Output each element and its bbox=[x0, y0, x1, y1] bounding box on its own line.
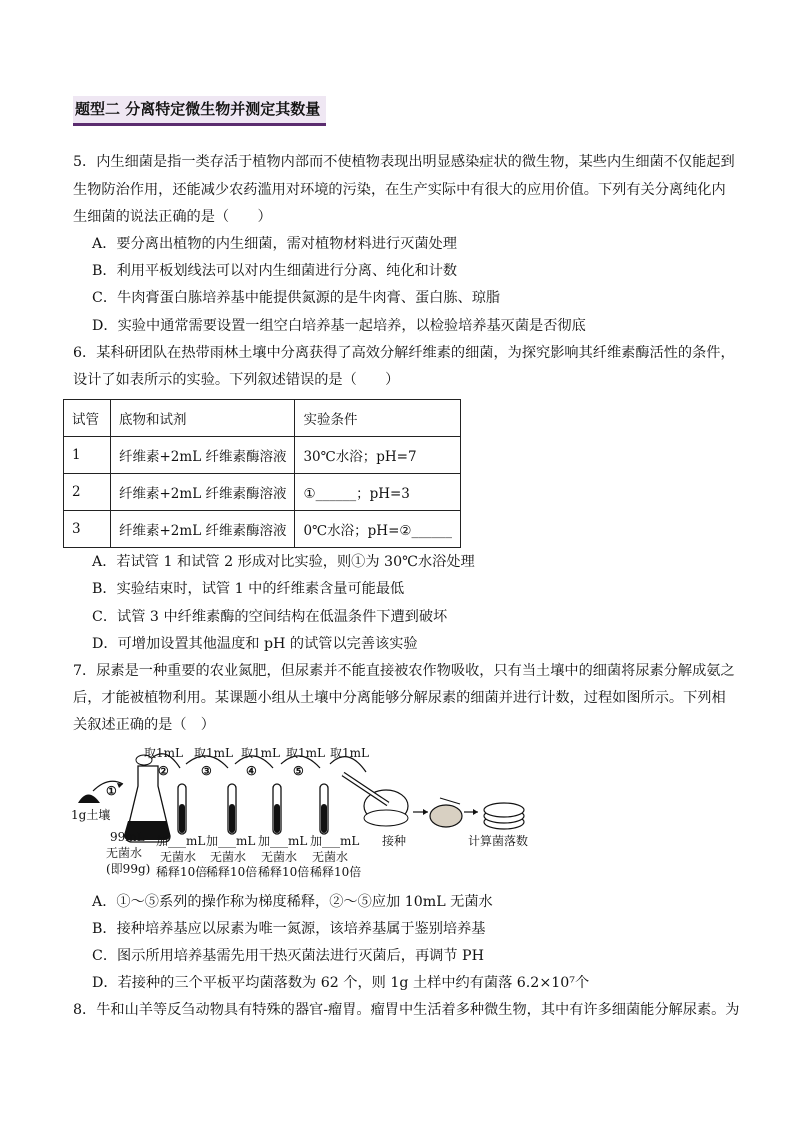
q6-option-a: A．若试管 1 和试管 2 形成对比实验，则①为 30℃水浴处理 bbox=[92, 554, 475, 570]
tube-3-label-2: 无菌水 bbox=[261, 850, 298, 864]
q5-option-c: C．牛肉膏蛋白胨培养基中能提供氮源的是牛肉膏、蛋白胨、琼脂 bbox=[92, 290, 501, 306]
table-cell: ①______；pH=3 bbox=[295, 474, 461, 511]
q7-line-3: 关叙述正确的是（ ） bbox=[73, 717, 215, 733]
q5-line-1: 5．内生细菌是指一类存活于植物内部而不使植物表现出明显感染症状的微生物，某些内生细菌不仅能起到 bbox=[73, 154, 735, 170]
take-label-2: 取1mL bbox=[194, 746, 233, 760]
inoculate-label: 接种 bbox=[382, 834, 407, 848]
step-1-label: ① bbox=[106, 784, 117, 798]
q6-option-b: B．实验结束时，试管 1 中的纤维素含量可能最低 bbox=[92, 581, 405, 597]
table-cell: 2 bbox=[64, 474, 111, 511]
tube-2-label-2: 无菌水 bbox=[210, 850, 247, 864]
q7-option-c: C．图示所用培养基需先用干热灭菌法进行灭菌后，再调节 PH bbox=[92, 948, 484, 964]
table-header-cell: 实验条件 bbox=[295, 400, 461, 437]
tube-1-label-2: 无菌水 bbox=[160, 850, 197, 864]
table-cell: 1 bbox=[64, 437, 111, 474]
q5-option-b: B．利用平板划线法可以对内生细菌进行分离、纯化和计数 bbox=[92, 263, 458, 279]
q7-line-1: 7．尿素是一种重要的农业氮肥，但尿素并不能直接被农作物吸收，只有当土壤中的细菌将尿素分解成氨之 bbox=[73, 663, 735, 679]
tube-3-label-1: 加___mL bbox=[258, 834, 308, 848]
flask-label-1: 99mL bbox=[110, 830, 145, 844]
table-cell: 纤维素+2mL 纤维素酶溶液 bbox=[111, 511, 295, 548]
table-row bbox=[64, 474, 461, 511]
take-label-4: 取1mL bbox=[286, 746, 325, 760]
experiment-table bbox=[63, 399, 461, 548]
flask-label-2: 无菌水 bbox=[106, 846, 143, 860]
table-row bbox=[64, 437, 461, 474]
soil-label: 1g土壤 bbox=[71, 808, 111, 822]
take-label-3: 取1mL bbox=[241, 746, 280, 760]
tube-4-label-1: 加___mL bbox=[310, 834, 360, 848]
dilution-figure bbox=[68, 746, 568, 879]
soil-pile-icon bbox=[78, 795, 100, 804]
take-label-5: 取1mL bbox=[330, 746, 369, 760]
tube-4-label-3: 稀释10倍 bbox=[310, 865, 362, 879]
step-2-label: ② bbox=[158, 764, 169, 778]
table-cell: 3 bbox=[64, 511, 111, 548]
q6-option-d: D．可增加设置其他温度和 pH 的试管以完善该实验 bbox=[92, 636, 418, 652]
q6-line-1: 6．某科研团队在热带雨林土壤中分离获得了高效分解纤维素的细菌，为探究影响其纤维素酶活性的条件， bbox=[73, 345, 735, 361]
culture-plate-icon bbox=[430, 805, 462, 827]
tube-1-label-1: 加___mL bbox=[156, 834, 206, 848]
q5-option-a: A．要分离出植物的内生细菌，需对植物材料进行灭菌处理 bbox=[92, 236, 457, 252]
q7-line-2: 后，才能被植物利用。某课题小组从土壤中分离能够分解尿素的细菌并进行计数，过程如图所示。下列相 bbox=[73, 690, 726, 706]
table-cell: 0℃水浴；pH=②______ bbox=[295, 511, 461, 548]
tube-2-label-3: 稀释10倍 bbox=[206, 865, 258, 879]
count-label: 计算菌落数 bbox=[468, 834, 529, 848]
stacked-plates-icon bbox=[484, 803, 524, 829]
table-cell: 30℃水浴；pH=7 bbox=[295, 437, 461, 474]
table-cell: 纤维素+2mL 纤维素酶溶液 bbox=[111, 437, 295, 474]
step-5-label: ⑤ bbox=[293, 764, 304, 778]
tube-4-label-2: 无菌水 bbox=[312, 850, 349, 864]
table-header-cell: 底物和试剂 bbox=[111, 400, 295, 437]
q6-option-c: C．试管 3 中纤维素酶的空间结构在低温条件下遭到破坏 bbox=[92, 609, 448, 625]
q7-option-d: D．若接种的三个平板平均菌落数为 62 个，则 1g 土样中约有菌落 6.2×10⁷个 bbox=[92, 975, 590, 991]
q5-option-d: D．实验中通常需要设置一组空白培养基一起培养，以检验培养基灭菌是否彻底 bbox=[92, 318, 586, 334]
test-tubes bbox=[178, 784, 328, 834]
step-3-label: ③ bbox=[201, 764, 212, 778]
q5-line-3: 生细菌的说法正确的是（ ） bbox=[73, 209, 272, 225]
q7-option-b: B．接种培养基应以尿素为唯一氮源，该培养基属于鉴别培养基 bbox=[92, 921, 486, 937]
q8-line-1: 8．牛和山羊等反刍动物具有特殊的器官-瘤胃。瘤胃中生活着多种微生物，其中有许多细菌能分解尿素。为 bbox=[73, 1002, 740, 1018]
tube-3-label-3: 稀释10倍 bbox=[258, 865, 310, 879]
q5-line-2: 生物防治作用，还能减少农药滥用对环境的污染，在生产实际中有很大的应用价值。下列有关分离纯化内 bbox=[73, 182, 726, 198]
q7-option-a: A．①～⑤系列的操作称为梯度稀释，②～⑤应加 10mL 无菌水 bbox=[92, 894, 493, 910]
tube-1-label-3: 稀释10倍 bbox=[156, 865, 208, 879]
q6-line-2: 设计了如表所示的实验。下列叙述错误的是（ ） bbox=[73, 372, 400, 388]
table-header-cell: 试管 bbox=[64, 400, 111, 437]
table-row bbox=[64, 511, 461, 548]
table-header-row bbox=[64, 400, 461, 437]
step-4-label: ④ bbox=[246, 764, 257, 778]
section-title: 题型二 分离特定微生物并测定其数量 bbox=[73, 96, 326, 126]
flask-label-3: (即99g) bbox=[106, 862, 151, 876]
table-cell: 纤维素+2mL 纤维素酶溶液 bbox=[111, 474, 295, 511]
take-label-1: 取1mL bbox=[144, 746, 183, 760]
tube-2-label-1: 加___mL bbox=[206, 834, 256, 848]
